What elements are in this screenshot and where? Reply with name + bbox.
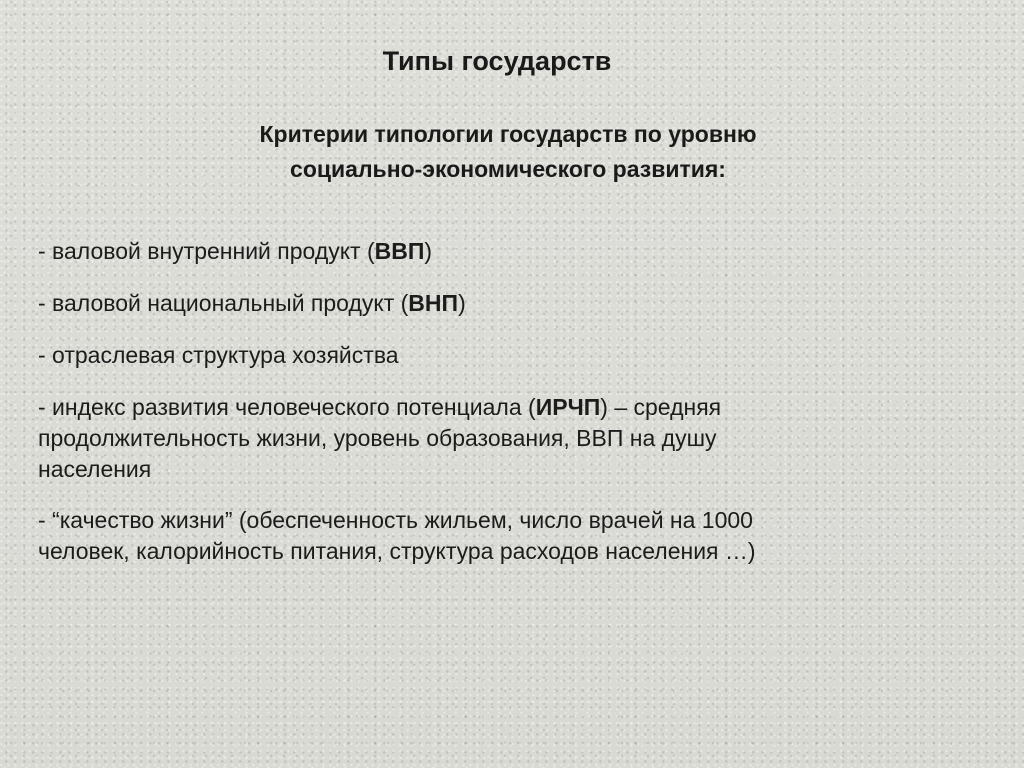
criterion-hdi-line-3: населения <box>38 456 152 482</box>
slide-title: Типы государств <box>382 46 612 76</box>
criterion-gdp-close: ) <box>424 238 433 264</box>
criterion-hdi-line-2: продолжительность жизни, уровень образования, ВВП на душу <box>38 425 717 451</box>
criterion-gnp-abbr: ВНП <box>408 290 459 316</box>
slide-subtitle <box>0 117 1016 187</box>
criteria-list <box>38 236 998 587</box>
criterion-gnp <box>38 288 998 319</box>
criterion-gnp-text: - валовой национальный продукт ( <box>38 290 409 316</box>
criterion-hdi-abbr: ИРЧП <box>535 394 601 420</box>
criterion-quality-of-life <box>38 505 998 567</box>
criterion-gdp-text: - валовой внутренний продукт ( <box>38 238 375 264</box>
criterion-gdp <box>38 236 998 267</box>
subtitle-line-1: Критерии типологии государств по уровню <box>259 121 757 147</box>
criterion-gdp-abbr: ВВП <box>374 238 425 264</box>
criterion-hdi-tail: ) – средняя <box>600 394 722 420</box>
criterion-quality-of-life-line-1: - “качество жизни” (обеспеченность жильем, число врачей на 1000 <box>38 507 753 533</box>
criterion-sector-structure-text: - отраслевая структура хозяйства <box>38 342 399 368</box>
criterion-hdi <box>38 392 998 485</box>
subtitle-line-2: социально-экономического развития: <box>290 156 726 182</box>
criterion-sector-structure <box>38 340 998 371</box>
criterion-quality-of-life-line-2: человек, калорийность питания, структура расходов населения …) <box>38 538 756 564</box>
criterion-gnp-close: ) <box>458 290 466 316</box>
criterion-hdi-text: - индекс развития человеческого потенциала ( <box>38 394 536 420</box>
